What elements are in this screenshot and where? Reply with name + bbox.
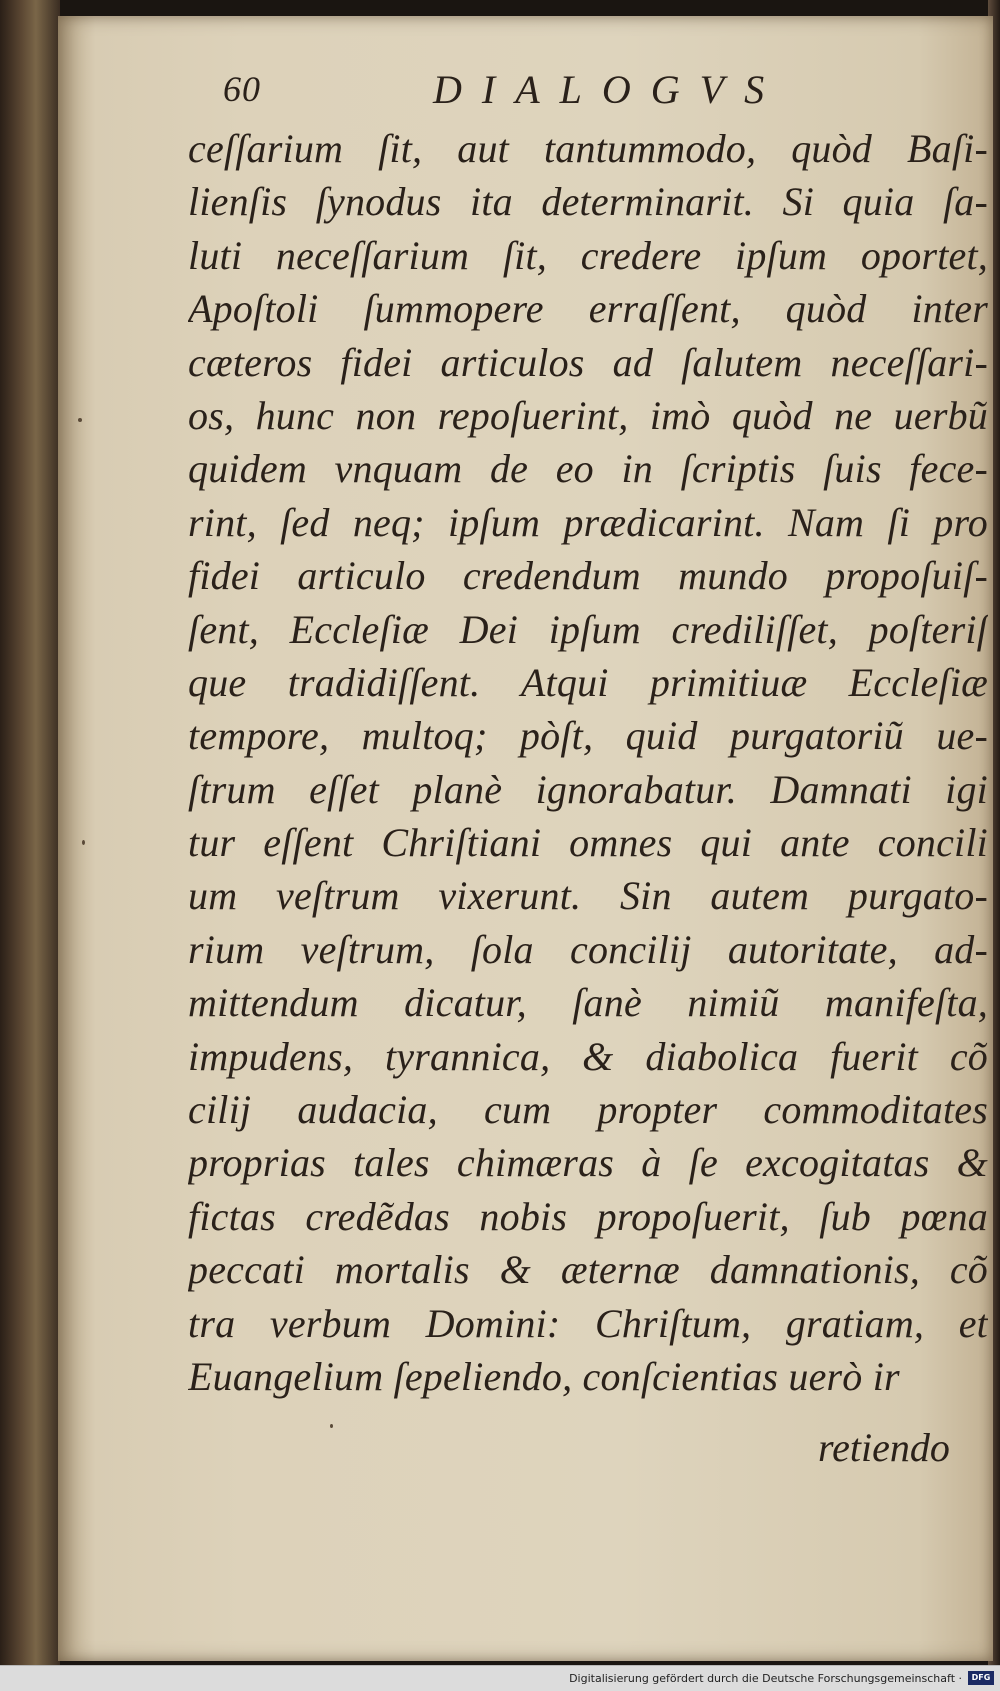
- text-line: um veſtrum vixerunt. Sin autem purgato-: [188, 873, 988, 919]
- paper-speck: [330, 1424, 333, 1428]
- text-line: tra verbum Domini: Chriſtum, gratiam, et: [188, 1300, 988, 1346]
- page-number: 60: [223, 69, 261, 109]
- text-line: rium veſtrum, ſola concilij autoritate, ad-: [188, 926, 988, 972]
- text-line: fictas credẽdas nobis propoſuerit, ſub pœna: [188, 1193, 988, 1239]
- text-line: quidem vnquam de eo in ſcriptis ſuis fece-: [188, 446, 988, 492]
- body-text: [188, 122, 988, 1403]
- digitization-credit: Digitalisierung gefördert durch die Deutsche Forschungsgemeinschaft ·: [569, 1672, 962, 1685]
- text-line: os, hunc non repoſuerint, imò quòd ne uerbũ: [188, 392, 988, 438]
- text-line: cæteros fidei articulos ad ſalutem neceſſari-: [188, 339, 988, 385]
- paper-speck: [82, 840, 85, 845]
- text-line: peccati mortalis & æternæ damnationis, cõ: [188, 1247, 988, 1293]
- text-line: ſent, Eccleſiæ Dei ipſum crediliſſet, poſteriſ: [188, 606, 988, 652]
- footer-bar: [0, 1665, 1000, 1691]
- text-line: que tradidiſſent. Atqui primitiuæ Eccleſiæ: [188, 659, 988, 705]
- book-spine-edge: [0, 0, 60, 1665]
- text-line: mittendum dicatur, ſanè nimiũ manifeſta,: [188, 980, 988, 1026]
- text-line: fidei articulo credendum mundo propoſuiſ-: [188, 553, 988, 599]
- dfg-logo: DFG: [968, 1671, 994, 1685]
- text-line: tur eſſent Chriſtiani omnes qui ante concili: [188, 820, 988, 866]
- text-line: tempore, multoq; pòſt, quid purgatoriũ ue-: [188, 713, 988, 759]
- text-line: ſtrum eſſet planè ignorabatur. Damnati igi: [188, 766, 988, 812]
- page-header: [223, 68, 853, 118]
- text-line: ceſſarium ſit, aut tantummodo, quòd Baſi-: [188, 126, 988, 171]
- text-line: lienſis ſynodus ita determinarit. Si quia ſa-: [188, 179, 988, 225]
- text-line: impudens, tyrannica, & diabolica fuerit cõ: [188, 1033, 988, 1079]
- paper-speck: [78, 418, 82, 422]
- text-line: rint, ſed neq; ipſum prædicarint. Nam ſi pro: [188, 499, 988, 545]
- text-line: proprias tales chimæras à ſe excogitatas &: [188, 1140, 988, 1186]
- text-line: Apoſtoli ſummopere erraſſent, quòd inter: [188, 286, 988, 332]
- book-page: [58, 16, 993, 1661]
- text-line: luti neceſſarium ſit, credere ipſum oportet,: [188, 232, 988, 278]
- text-line: cilij audacia, cum propter commoditates: [188, 1087, 988, 1133]
- catchword: retiendo: [818, 1425, 950, 1470]
- text-line: Euangelium ſepeliendo, conſcientias uerò ir: [188, 1353, 900, 1399]
- running-title: DIALOGVS: [433, 67, 785, 112]
